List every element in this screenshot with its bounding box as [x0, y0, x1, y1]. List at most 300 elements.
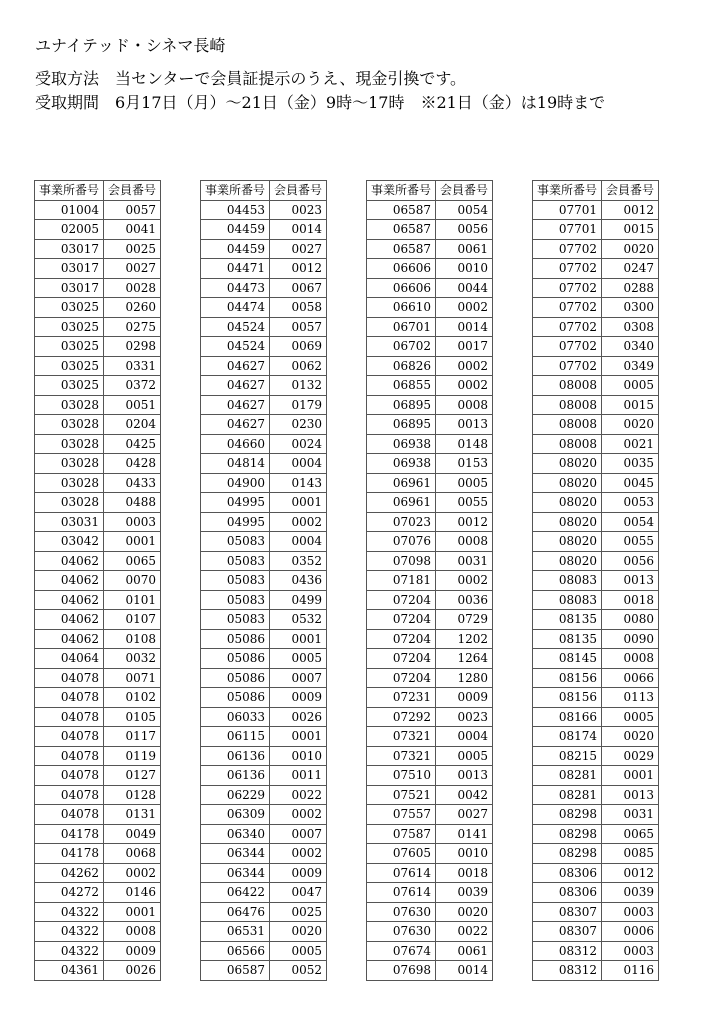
member-number-cell: 0436: [270, 571, 327, 591]
member-number-cell: 0010: [270, 746, 327, 766]
table-row: [367, 239, 493, 259]
office-number-cell: 06938: [367, 454, 436, 474]
office-number-cell: 08166: [533, 707, 602, 727]
member-number-cell: 0132: [270, 376, 327, 396]
office-number-cell: 07702: [533, 259, 602, 279]
table-row: [35, 922, 161, 942]
member-number-cell: 0057: [270, 317, 327, 337]
member-number-cell: 0005: [436, 473, 493, 493]
member-number-cell: 0061: [436, 239, 493, 259]
table-row: [35, 746, 161, 766]
member-number-cell: 0009: [436, 688, 493, 708]
office-number-cell: 06136: [201, 746, 270, 766]
office-number-cell: 06855: [367, 376, 436, 396]
office-number-cell: 04272: [35, 883, 104, 903]
office-number-cell: 06606: [367, 278, 436, 298]
office-number-cell: 04078: [35, 766, 104, 786]
table-row: [201, 278, 327, 298]
table-row: [367, 220, 493, 240]
office-number-cell: 04627: [201, 376, 270, 396]
member-number-cell: 0128: [104, 785, 161, 805]
office-number-cell: 05083: [201, 532, 270, 552]
office-number-cell: 07204: [367, 590, 436, 610]
office-number-cell: 07702: [533, 278, 602, 298]
member-number-cell: 0230: [270, 415, 327, 435]
member-number-cell: 1264: [436, 649, 493, 669]
office-number-cell: 08020: [533, 512, 602, 532]
office-number-cell: 07076: [367, 532, 436, 552]
table-row: [367, 571, 493, 591]
member-number-cell: 0018: [436, 863, 493, 883]
office-number-cell: 07605: [367, 844, 436, 864]
table-row: [35, 317, 161, 337]
office-number-cell: 06938: [367, 434, 436, 454]
table-header-row: [201, 181, 327, 201]
table-row: [35, 220, 161, 240]
member-number-cell: 0003: [104, 512, 161, 532]
office-number-cell: 06566: [201, 941, 270, 961]
office-number-cell: 06961: [367, 493, 436, 513]
office-number-cell: 05086: [201, 668, 270, 688]
table-row: [35, 629, 161, 649]
table-row: [35, 941, 161, 961]
member-number-cell: 0005: [602, 376, 659, 396]
member-number-cell: 0108: [104, 629, 161, 649]
table-row: [533, 688, 659, 708]
office-number-cell: 03031: [35, 512, 104, 532]
member-number-cell: 0010: [436, 259, 493, 279]
member-number-cell: 0042: [436, 785, 493, 805]
table-row: [201, 200, 327, 220]
member-number-cell: 0119: [104, 746, 161, 766]
member-number-cell: 0107: [104, 610, 161, 630]
member-number-cell: 0001: [104, 902, 161, 922]
office-number-cell: 08312: [533, 961, 602, 981]
member-number-cell: 0012: [602, 200, 659, 220]
office-number-cell: 04062: [35, 629, 104, 649]
table-row: [533, 707, 659, 727]
member-number-header: 会員番号: [104, 181, 161, 201]
table-row: [533, 415, 659, 435]
table-row: [35, 590, 161, 610]
table-row: [201, 688, 327, 708]
table-row: [35, 610, 161, 630]
office-number-cell: 07614: [367, 883, 436, 903]
member-number-cell: 0039: [436, 883, 493, 903]
office-number-cell: 07204: [367, 668, 436, 688]
member-number-cell: 0022: [270, 785, 327, 805]
office-number-cell: 07204: [367, 610, 436, 630]
member-number-cell: 0022: [436, 922, 493, 942]
office-number-cell: 03028: [35, 493, 104, 513]
member-number-cell: 0090: [602, 629, 659, 649]
office-number-cell: 07702: [533, 337, 602, 357]
table-row: [533, 571, 659, 591]
table-row: [35, 454, 161, 474]
member-number-cell: 0005: [270, 941, 327, 961]
office-number-cell: 04524: [201, 337, 270, 357]
office-number-cell: 05086: [201, 629, 270, 649]
office-number-cell: 05083: [201, 610, 270, 630]
member-number-cell: 0003: [602, 941, 659, 961]
table-row: [201, 454, 327, 474]
member-number-cell: 0009: [270, 863, 327, 883]
office-number-cell: 06587: [367, 239, 436, 259]
member-number-cell: 0002: [270, 805, 327, 825]
office-number-cell: 04459: [201, 220, 270, 240]
member-number-cell: 0006: [602, 922, 659, 942]
member-number-cell: 0428: [104, 454, 161, 474]
office-number-cell: 07701: [533, 200, 602, 220]
member-number-cell: 0015: [602, 395, 659, 415]
table-row: [35, 415, 161, 435]
office-number-cell: 04078: [35, 746, 104, 766]
member-number-cell: 0013: [436, 766, 493, 786]
member-number-cell: 0105: [104, 707, 161, 727]
member-number-cell: 0005: [602, 707, 659, 727]
table-row: [367, 766, 493, 786]
member-number-cell: 0001: [104, 532, 161, 552]
member-number-cell: 0002: [270, 512, 327, 532]
table-row: [533, 805, 659, 825]
office-number-cell: 04078: [35, 805, 104, 825]
office-number-cell: 06344: [201, 844, 270, 864]
office-number-cell: 03017: [35, 239, 104, 259]
member-number-cell: 0102: [104, 688, 161, 708]
office-number-cell: 08020: [533, 454, 602, 474]
member-number-cell: 0051: [104, 395, 161, 415]
member-number-cell: 0057: [104, 200, 161, 220]
member-number-cell: 0065: [104, 551, 161, 571]
office-number-cell: 04900: [201, 473, 270, 493]
member-number-cell: 0025: [104, 239, 161, 259]
member-number-cell: 0113: [602, 688, 659, 708]
office-number-cell: 06587: [367, 200, 436, 220]
table-row: [201, 746, 327, 766]
member-number-header: 会員番号: [436, 181, 493, 201]
table-row: [367, 844, 493, 864]
table-row: [35, 844, 161, 864]
table-row: [367, 707, 493, 727]
table-row: [35, 493, 161, 513]
member-number-cell: 0027: [436, 805, 493, 825]
table-row: [533, 220, 659, 240]
office-number-cell: 03028: [35, 395, 104, 415]
table-row: [201, 941, 327, 961]
member-number-cell: 0035: [602, 454, 659, 474]
table-row: [533, 493, 659, 513]
office-number-cell: 04178: [35, 844, 104, 864]
office-number-cell: 06309: [201, 805, 270, 825]
table-row: [201, 512, 327, 532]
office-number-cell: 04078: [35, 707, 104, 727]
table-row: [533, 454, 659, 474]
office-number-cell: 07587: [367, 824, 436, 844]
table-row: [367, 941, 493, 961]
table-row: [367, 785, 493, 805]
office-number-cell: 03028: [35, 415, 104, 435]
table-row: [35, 434, 161, 454]
office-number-cell: 06229: [201, 785, 270, 805]
member-number-cell: 0053: [602, 493, 659, 513]
table-row: [35, 883, 161, 903]
table-row: [367, 668, 493, 688]
office-number-header: 事業所番号: [201, 181, 270, 201]
member-number-cell: 0049: [104, 824, 161, 844]
table-row: [533, 512, 659, 532]
office-number-cell: 04062: [35, 610, 104, 630]
office-number-header: 事業所番号: [533, 181, 602, 201]
office-number-cell: 04627: [201, 395, 270, 415]
member-number-cell: 0004: [270, 454, 327, 474]
member-number-cell: 0013: [602, 571, 659, 591]
table-header-row: [533, 181, 659, 201]
member-number-cell: 0008: [104, 922, 161, 942]
office-number-cell: 08135: [533, 610, 602, 630]
table-row: [201, 220, 327, 240]
table-row: [201, 707, 327, 727]
table-row: [367, 337, 493, 357]
member-number-cell: 0011: [270, 766, 327, 786]
member-number-cell: 0002: [270, 844, 327, 864]
office-number-cell: 02005: [35, 220, 104, 240]
office-number-cell: 03025: [35, 337, 104, 357]
office-number-cell: 07098: [367, 551, 436, 571]
table-row: [533, 727, 659, 747]
table-row: [201, 902, 327, 922]
office-number-cell: 06136: [201, 766, 270, 786]
member-number-cell: 0005: [270, 649, 327, 669]
table-row: [35, 551, 161, 571]
member-number-cell: 0071: [104, 668, 161, 688]
member-number-cell: 0008: [436, 532, 493, 552]
office-number-cell: 07181: [367, 571, 436, 591]
table-row: [201, 590, 327, 610]
table-row: [367, 902, 493, 922]
table-row: [533, 824, 659, 844]
table-row: [35, 239, 161, 259]
office-number-cell: 07510: [367, 766, 436, 786]
member-number-header: 会員番号: [270, 181, 327, 201]
cinema-title: ユナイテッド・シネマ長崎: [35, 36, 226, 55]
table-row: [533, 941, 659, 961]
table-row: [533, 376, 659, 396]
member-number-cell: 0275: [104, 317, 161, 337]
office-number-cell: 04995: [201, 512, 270, 532]
member-number-cell: 0031: [602, 805, 659, 825]
table-row: [533, 298, 659, 318]
member-number-cell: 0131: [104, 805, 161, 825]
table-row: [533, 649, 659, 669]
office-number-cell: 04262: [35, 863, 104, 883]
table-row: [533, 610, 659, 630]
member-number-cell: 0020: [436, 902, 493, 922]
table-row: [533, 259, 659, 279]
table-row: [367, 512, 493, 532]
table-row: [533, 863, 659, 883]
table-row: [35, 337, 161, 357]
office-number-cell: 05086: [201, 649, 270, 669]
member-number-cell: 0001: [270, 727, 327, 747]
member-number-cell: 0288: [602, 278, 659, 298]
office-number-cell: 04178: [35, 824, 104, 844]
office-number-cell: 08083: [533, 571, 602, 591]
member-number-cell: 0027: [104, 259, 161, 279]
member-number-cell: 0054: [436, 200, 493, 220]
office-number-cell: 08298: [533, 844, 602, 864]
table-row: [201, 376, 327, 396]
member-number-cell: 0300: [602, 298, 659, 318]
office-number-cell: 04814: [201, 454, 270, 474]
member-number-cell: 0013: [602, 785, 659, 805]
office-number-cell: 07231: [367, 688, 436, 708]
table-row: [533, 473, 659, 493]
table-row: [367, 454, 493, 474]
table-row: [201, 805, 327, 825]
table-row: [533, 629, 659, 649]
member-number-cell: 0024: [270, 434, 327, 454]
table-row: [533, 883, 659, 903]
office-number-cell: 07614: [367, 863, 436, 883]
table-row: [35, 902, 161, 922]
office-number-cell: 04064: [35, 649, 104, 669]
member-number-cell: 0045: [602, 473, 659, 493]
table-row: [533, 785, 659, 805]
table-row: [533, 239, 659, 259]
office-number-cell: 06422: [201, 883, 270, 903]
member-number-cell: 0067: [270, 278, 327, 298]
office-number-cell: 03025: [35, 376, 104, 396]
member-number-cell: 0001: [270, 629, 327, 649]
table-row: [367, 259, 493, 279]
member-number-cell: 0349: [602, 356, 659, 376]
table-row: [201, 395, 327, 415]
office-number-cell: 07702: [533, 298, 602, 318]
member-number-cell: 0080: [602, 610, 659, 630]
member-number-cell: 0055: [436, 493, 493, 513]
member-number-cell: 0002: [436, 356, 493, 376]
office-number-cell: 04062: [35, 551, 104, 571]
member-number-cell: 0352: [270, 551, 327, 571]
table-row: [533, 278, 659, 298]
member-number-cell: 0032: [104, 649, 161, 669]
office-number-cell: 07321: [367, 746, 436, 766]
member-number-cell: 0070: [104, 571, 161, 591]
office-number-cell: 05083: [201, 590, 270, 610]
office-number-cell: 06344: [201, 863, 270, 883]
member-number-cell: 0061: [436, 941, 493, 961]
table-row: [35, 688, 161, 708]
member-number-cell: 0005: [436, 746, 493, 766]
office-number-cell: 07321: [367, 727, 436, 747]
table-row: [367, 415, 493, 435]
table-row: [367, 610, 493, 630]
member-number-cell: 0012: [602, 863, 659, 883]
member-number-cell: 0014: [436, 317, 493, 337]
office-number-cell: 04322: [35, 902, 104, 922]
table-row: [35, 785, 161, 805]
table-row: [367, 649, 493, 669]
office-number-cell: 07204: [367, 649, 436, 669]
office-number-cell: 07630: [367, 922, 436, 942]
office-number-cell: 03028: [35, 454, 104, 474]
table-row: [533, 551, 659, 571]
office-number-header: 事業所番号: [35, 181, 104, 201]
member-number-cell: 0069: [270, 337, 327, 357]
member-table-4: [532, 180, 659, 981]
table-row: [35, 571, 161, 591]
table-row: [367, 629, 493, 649]
member-number-cell: 0020: [602, 415, 659, 435]
member-number-cell: 0020: [270, 922, 327, 942]
office-number-cell: 06895: [367, 415, 436, 435]
member-number-cell: 0101: [104, 590, 161, 610]
office-number-cell: 01004: [35, 200, 104, 220]
table-header-row: [367, 181, 493, 201]
table-row: [35, 298, 161, 318]
member-number-cell: 0017: [436, 337, 493, 357]
office-number-cell: 08307: [533, 922, 602, 942]
table-row: [201, 824, 327, 844]
document-header: [35, 34, 714, 115]
table-row: [201, 532, 327, 552]
office-number-cell: 08298: [533, 824, 602, 844]
member-number-cell: 0026: [104, 961, 161, 981]
table-row: [533, 590, 659, 610]
office-number-cell: 03028: [35, 434, 104, 454]
member-number-cell: 0004: [270, 532, 327, 552]
member-number-cell: 0028: [104, 278, 161, 298]
member-number-cell: 0009: [270, 688, 327, 708]
office-number-cell: 06587: [201, 961, 270, 981]
office-number-cell: 03025: [35, 298, 104, 318]
office-number-cell: 08174: [533, 727, 602, 747]
table-row: [367, 805, 493, 825]
office-number-cell: 06587: [367, 220, 436, 240]
table-row: [367, 590, 493, 610]
member-number-cell: 0023: [270, 200, 327, 220]
member-number-cell: 0148: [436, 434, 493, 454]
table-row: [201, 863, 327, 883]
office-number-cell: 04471: [201, 259, 270, 279]
table-row: [201, 259, 327, 279]
table-row: [35, 532, 161, 552]
office-number-cell: 08008: [533, 434, 602, 454]
office-number-cell: 08215: [533, 746, 602, 766]
table-row: [201, 668, 327, 688]
table-row: [35, 395, 161, 415]
table-row: [35, 649, 161, 669]
member-number-cell: 0036: [436, 590, 493, 610]
office-number-cell: 07521: [367, 785, 436, 805]
member-number-cell: 0010: [436, 844, 493, 864]
table-row: [35, 668, 161, 688]
member-number-cell: 0058: [270, 298, 327, 318]
office-number-cell: 03017: [35, 278, 104, 298]
table-row: [533, 746, 659, 766]
office-number-cell: 03025: [35, 356, 104, 376]
office-number-cell: 08298: [533, 805, 602, 825]
table-row: [35, 805, 161, 825]
member-number-cell: 0015: [602, 220, 659, 240]
office-number-cell: 08145: [533, 649, 602, 669]
office-number-cell: 06702: [367, 337, 436, 357]
member-number-cell: 0372: [104, 376, 161, 396]
table-row: [367, 883, 493, 903]
office-number-cell: 04078: [35, 785, 104, 805]
office-number-cell: 04322: [35, 922, 104, 942]
table-row: [533, 200, 659, 220]
